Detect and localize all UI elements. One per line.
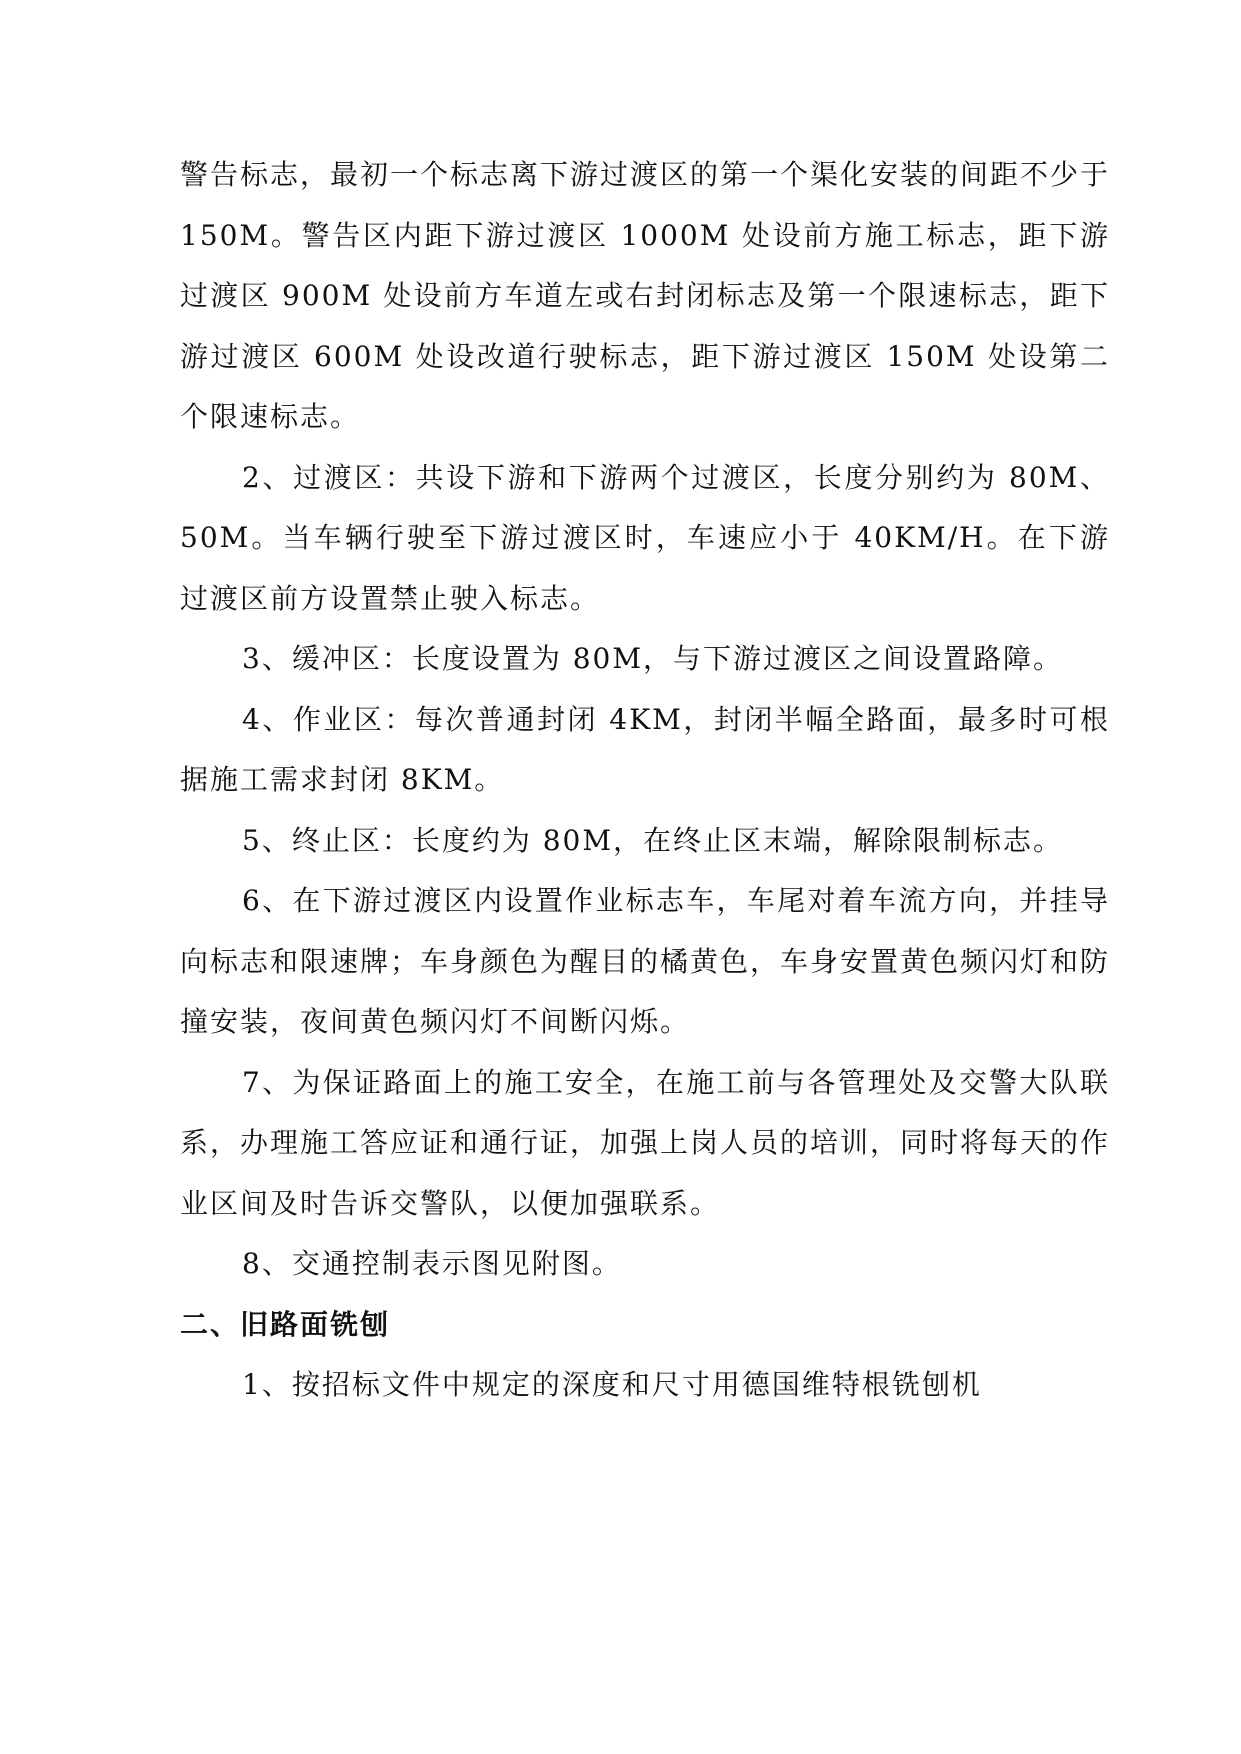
paragraph-work-sign-vehicle: 6、在下游过渡区内设置作业标志车，车尾对着车流方向，并挂导向标志和限速牌；车身颜色为醒目的橘黄色，车身安置黄色频闪灯和防撞安装，夜间黄色频闪灯不间断闪烁。 (180, 884, 1111, 1038)
paragraph-transition-zone: 2、过渡区：共设下游和下游两个过渡区，长度分别约为 80M、50M。当车辆行驶至下游过渡区时，车速应小于 40KM/H。在下游过渡区前方设置禁止驶入标志。 (180, 460, 1110, 615)
paragraph-safety-coordination: 7、为保证路面上的施工安全，在施工前与各管理处及交警大队联系，办理施工答应证和通行证，加强上岗人员的培训，同时将每天的作业区间及时告诉交警队，以便加强联系。 (180, 1065, 1111, 1220)
paragraph-milling-item-1: 1、按招标文件中规定的深度和尺寸用德国维特根铣刨机 (242, 1368, 982, 1401)
document-body (180, 145, 1110, 1416)
paragraph-termination-zone: 5、终止区：长度约为 80M，在终止区末端，解除限制标志。 (242, 823, 1064, 857)
section-heading-old-pavement-milling: 二、旧路面铣刨 (180, 1307, 391, 1341)
paragraph-buffer-zone: 3、缓冲区：长度设置为 80M，与下游过渡区之间设置路障。 (242, 642, 1064, 675)
paragraph-traffic-control-diagram: 8、交通控制表示图见附图。 (242, 1247, 622, 1280)
paragraph-work-zone: 4、作业区：每次普通封闭 4KM，封闭半幅全路面，最多时可根据施工需求封闭 8KM。 (180, 702, 1110, 796)
paragraph-warning-zone-continuation: 警告标志，最初一个标志离下游过渡区的第一个渠化安装的间距不少于 150M。警告区内距下游过渡区 1000M 处设前方施工标志，距下游过渡区 900M 处设前方车道左或右封闭标志及第一个限速标志，距下游过渡区 600M 处设改道行驶标志，距下游过渡区 150M 处设第二个限速标志。 (180, 158, 1111, 433)
